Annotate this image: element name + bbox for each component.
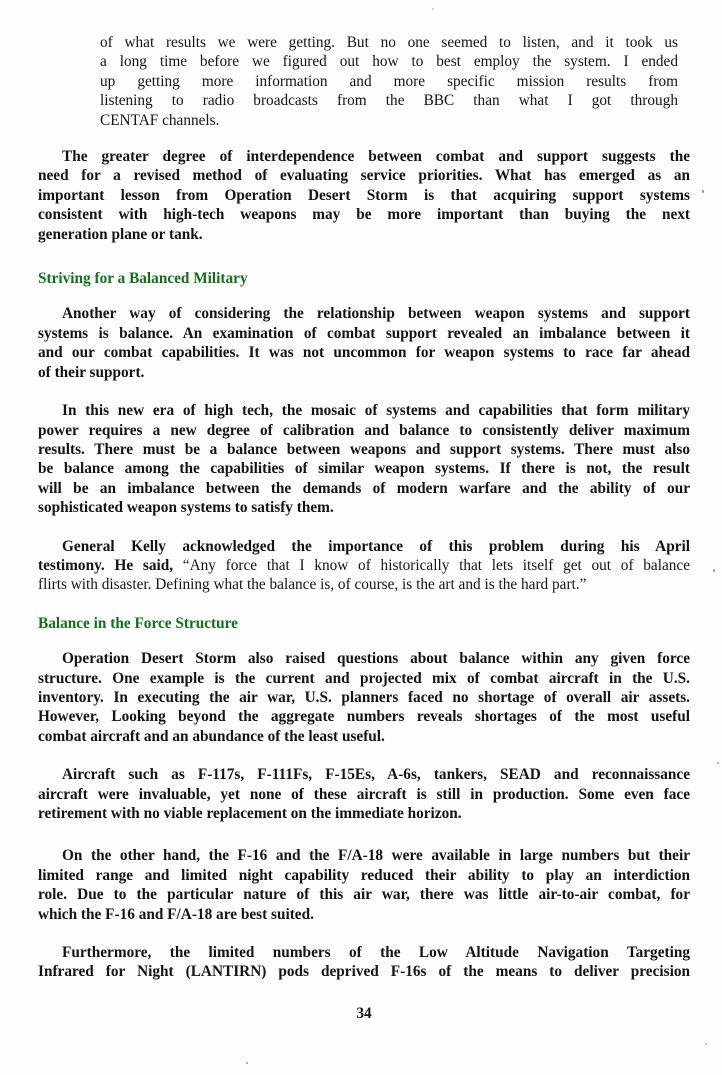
text-line: which the F-16 and F/A-18 are best suited. [38, 905, 314, 923]
text-segment: flirts with disaster. Defining what the balance is, of course, is the art and is the hard part.” [38, 576, 587, 594]
text-line: generation plane or tank. [38, 225, 203, 243]
block-quote [100, 33, 678, 130]
text-line: combat aircraft and an abundance of the least useful. [38, 727, 385, 745]
page-number: 34 [356, 1004, 372, 1022]
text-line: structure. One example is the current and projected mix of combat aircraft in the U.S. [38, 669, 690, 687]
paragraph-interdependence [38, 147, 690, 244]
scan-speck [432, 8, 434, 10]
section-heading-balanced-military: Striving for a Balanced Military [38, 270, 248, 288]
text-line: inventory. In executing the air war, U.S. planners faced no shortage of overall air assets. [38, 688, 690, 706]
text-segment: “Any force that I know of historically that lets itself get out of balance [182, 556, 690, 574]
text-line [38, 575, 690, 594]
text-line: Furthermore, the limited numbers of the Low Altitude Navigation Targeting [62, 944, 690, 962]
text-line: important lesson from Operation Desert Storm is that acquiring support systems [38, 186, 690, 204]
scan-speck [246, 1062, 248, 1064]
paragraph-aircraft-types [38, 765, 690, 823]
page-content [38, 33, 690, 1023]
text-line: Aircraft such as F-117s, F-111Fs, F-15Es, A-6s, tankers, SEAD and reconnaissance [62, 766, 690, 784]
text-line: up getting more information and more specific mission results from [100, 72, 678, 90]
text-line: of what results we were getting. But no one seemed to listen, and it took us [100, 34, 678, 51]
text-line: aircraft were invaluable, yet none of these aircraft is still in production. Some even face [38, 785, 690, 803]
text-line: Another way of considering the relationship between weapon systems and support [62, 305, 690, 323]
text-line: and our combat capabilities. It was not uncommon for weapon systems to race far ahead [38, 344, 690, 362]
text-line: systems is balance. An examination of combat support revealed an imbalance between it [38, 324, 690, 342]
text-line: will be an imbalance between the demands of modern warfare and the ability of our [38, 479, 690, 497]
scan-speck [713, 569, 715, 572]
text-line: CENTAF channels. [100, 111, 220, 129]
text-line: sophisticated weapon systems to satisfy them. [38, 499, 334, 517]
text-segment: testimony. He said, [38, 556, 183, 574]
scan-speck [705, 1043, 707, 1045]
text-line: However, Looking beyond the aggregate numbers reveals shortages of the most useful [38, 708, 690, 726]
text-line: a long time before we figured out how to best employ the system. I ended [100, 53, 678, 71]
text-line: power requires a new degree of calibration and balance to consistently deliver maximum [38, 421, 690, 439]
scan-speck [717, 762, 719, 764]
text-line: limited range and limited night capability reduced their ability to play an interdiction [38, 866, 690, 884]
text-line: On the other hand, the F-16 and the F/A-18 were available in large numbers but their [62, 847, 690, 865]
text-line: listening to radio broadcasts from the BBC than what I got through [100, 92, 678, 110]
paragraph-f16-fa18 [38, 846, 690, 924]
text-line: results. There must be a balance between weapons and support systems. There must also [38, 440, 690, 458]
paragraph-high-tech [38, 401, 690, 517]
text-line: retirement with no viable replacement on the immediate horizon. [38, 805, 462, 822]
text-line: role. Due to the particular nature of this air war, there was little air-to-air combat, for [38, 886, 690, 904]
text-line: of their support. [38, 363, 145, 381]
text-line: The greater degree of interdependence between combat and support suggests the [62, 148, 690, 166]
scan-speck [702, 190, 704, 193]
text-line: Infrared for Night (LANTIRN) pods deprived F-16s of the means to deliver precision [38, 963, 690, 981]
text-line: be balance among the capabilities of similar weapon systems. If there is not, the result [38, 460, 690, 478]
text-line: General Kelly acknowledged the importance of this problem during his April [62, 537, 690, 555]
text-line: Operation Desert Storm also raised questions about balance within any given force [62, 650, 690, 668]
text-line [38, 556, 690, 575]
text-line: In this new era of high tech, the mosaic of systems and capabilities that form military [62, 402, 690, 420]
paragraph-balance [38, 304, 690, 382]
paragraph-desert-storm [38, 649, 690, 746]
text-line: need for a revised method of evaluating service priorities. What has emerged as an [38, 167, 690, 185]
paragraph-general-kelly [38, 537, 690, 595]
section-heading-force-structure: Balance in the Force Structure [38, 614, 238, 632]
paragraph-lantirn [38, 943, 690, 982]
text-line: consistent with high-tech weapons may be more important than buying the next [38, 206, 690, 224]
